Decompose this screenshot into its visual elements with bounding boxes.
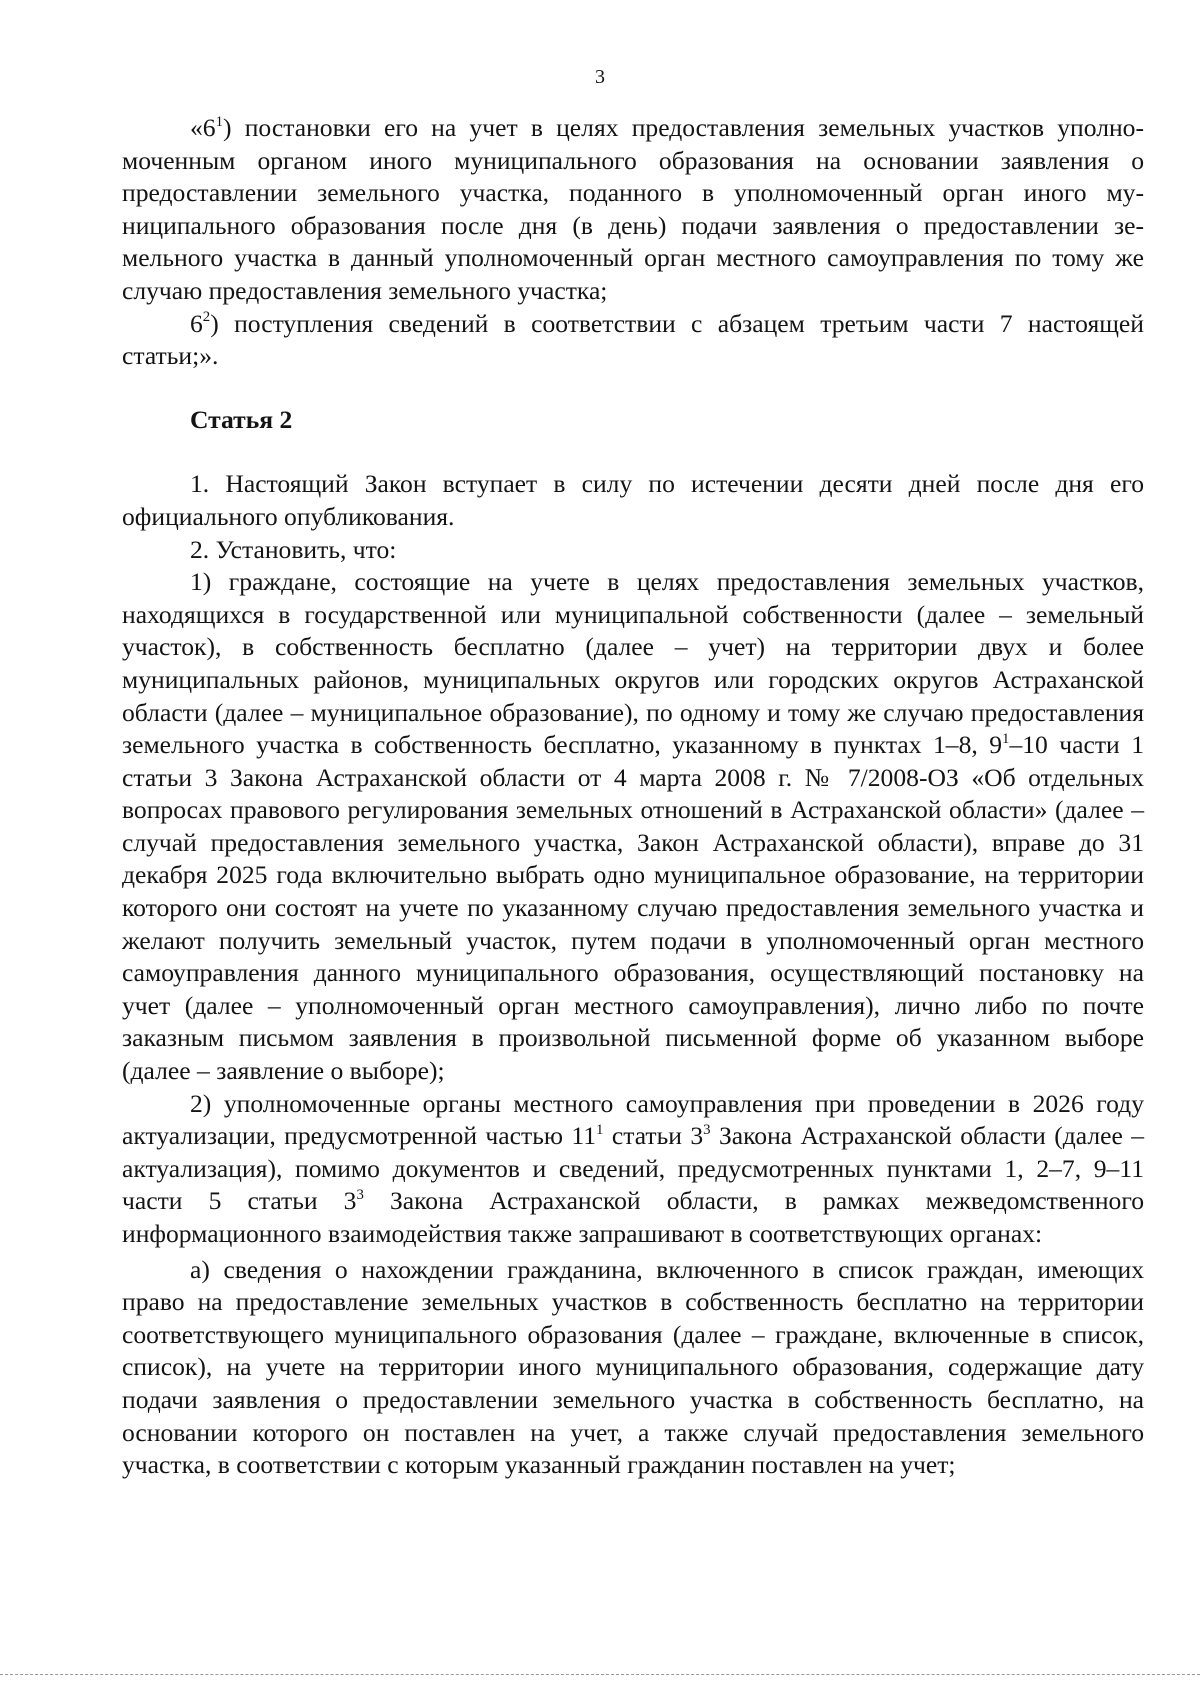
paragraph-text: 1) граждане, состоящие на учете в целях предоставления земельных участков, находящихся в государственной или муниципальной собственности (далее – земельный участок), в собственность бесплатно (далее – учет) на территории двух и более муниципальных районов, муниципальных округов или городских округов Астраханской области (далее – муниципальное образование), по одному и тому же случаю предоставления земельного участка в собственность бесплатно, указанному в пунктах 1–8, 9 (122, 567, 1144, 760)
paragraph-2-2-a: а) сведения о нахождении гражданина, включенного в список граждан, имеющих право на предоставление земельных участков в собственность бесплатно на территории соответствующего муниципального образования (далее – граждане, включенные в список, список), на учете на территории иного муниципального образования, содержащие дату подачи заявления о предоставлении земельного участка в собственность бесплатно, на основании которого он поставлен на учет, а также случай предоставления земельного участка, в соответствии с которым указанный гражданин поставлен на учет; (122, 1254, 1144, 1480)
document-body (122, 112, 1144, 1482)
article-heading: Статья 2 (190, 404, 293, 434)
paragraph-item-6-1 (122, 112, 1144, 308)
paragraph-text: статьи 3 (603, 1121, 704, 1151)
paragraph-text: ) поступления сведений в соответствии с абзацем третьим части 7 настоящей статьи;». (122, 308, 1144, 371)
superscript: 1 (596, 1121, 604, 1138)
superscript: 2 (202, 309, 211, 326)
paragraph-text: ) постановки его на учет в целях предоставления земельных участков уполномоченным органом иного муниципального образования на основании заявления о предоставлении земельного участка, поданного в уполномоченный орган иного муниципального образования после дня (в день) подачи заявления о предоставлении земельного участка в данный уполномоченный орган местного самоуправления по тому же случаю предоставления земельного участка; (122, 113, 1144, 305)
page-number: 3 (595, 66, 605, 88)
paragraph-text: «6 (190, 113, 216, 142)
superscript: 1 (215, 113, 224, 130)
paragraph-item-6-2 (122, 308, 1144, 373)
paragraph-text: 2) уполномоченные органы местного самоуправления при проведении в 2026 году актуализации, предусмотренной частью 11 (122, 1088, 1144, 1151)
page-bottom-edge (0, 1674, 1200, 1675)
paragraph-1: 1. Настоящий Закон вступает в силу по истечении десяти дней после дня его официального опубликования. (122, 469, 1144, 531)
superscript: 3 (703, 1121, 711, 1138)
paragraph-2-1 (122, 566, 1144, 1088)
paragraph-2: 2. Установить, что: (190, 534, 397, 564)
superscript: 3 (356, 1187, 364, 1204)
paragraph-text: Закона Астраханской области, в рамках межведомственного информационного взаимодействия также запрашивают в соответствующих органах: (122, 1186, 1144, 1248)
paragraph-text: Закона Астраханской области (далее – актуализация), помимо документов и сведений, предусмотренных пунктами 1, 2–7, 9–11 части 5 статьи 3 (122, 1121, 1145, 1216)
paragraph-text: 6 (190, 308, 203, 338)
paragraph-text: –10 части 1 статьи 3 Закона Астраханской области от 4 марта 2008 г. № 7/2008-ОЗ «Об отдельных вопросах правового регулирования земельных отношений в Астраханской области» (далее – случай предоставления земельного участка, Закон Астраханской области), вправе до 31 декабря 2025 года включительно выбрать одно муниципальное образование, на территории которого они состоят на учете по указанному случаю предоставления земельного участка и желают получить земельный участок, путем подачи в уполномоченный орган местного самоуправления данного муниципального образования, осуществляющий постановку на учет (далее – уполномоченный орган местного самоуправления), лично либо по почте заказным письмом заявления в произвольной письменной форме об указанном выборе (далее – заявление о выборе); (122, 730, 1144, 1086)
superscript: 1 (1002, 730, 1010, 747)
paragraph-2-2 (122, 1088, 1144, 1251)
